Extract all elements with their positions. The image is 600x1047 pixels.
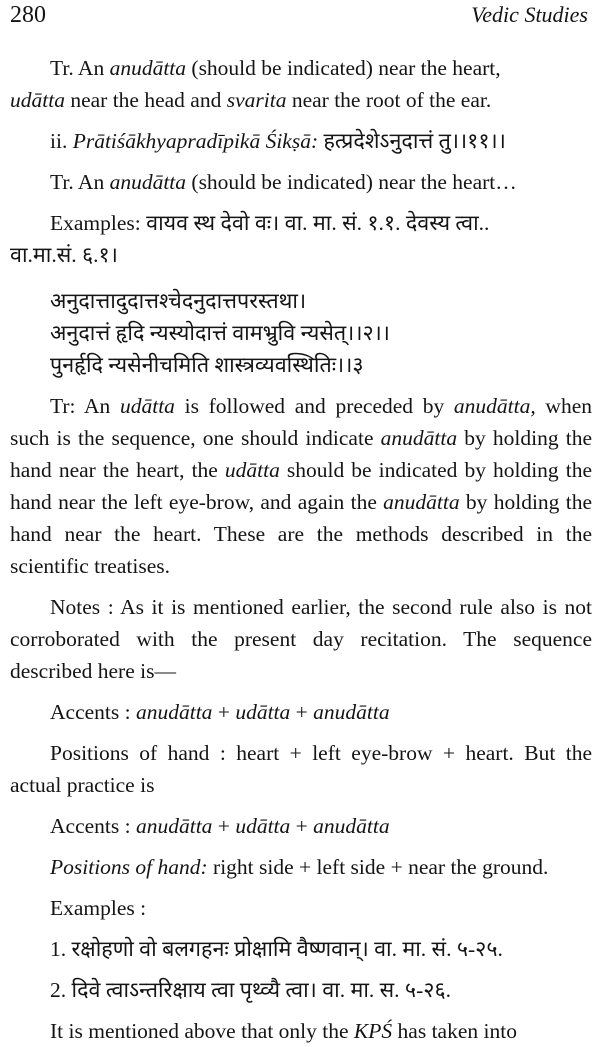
translation-paragraph-2: Tr. An anudātta (should be indicated) near the heart… [50, 170, 517, 194]
example-item-2: 2. दिवे त्वाऽन्तरिक्षाय त्वा पृथ्व्यै त्वा। वा. मा. स. ५-२६. [50, 978, 451, 1002]
positions-paragraph-1: Positions of hand : heart + left eye-brow + heart. But the actual practice is [10, 741, 592, 797]
verse-line: पुनर्हृदि न्यसेनीचमिति शास्त्रव्यवस्थितिः।।३ [50, 353, 364, 377]
verse-line: अनुदात्तं हृदि न्यस्योदात्तं वामभ्रुवि न्यसेत्।।२।। [50, 321, 390, 345]
translation-paragraph-3: Tr: An udātta is followed and preceded by anudātta, when such is the sequence, one should indicate anudātta by holding the hand near the heart, the udātta should be indicated by holding the hand near the left eye-brow, and again the anudātta by holding the hand near the heart. These are the methods described in the scientific treatises. [10, 394, 592, 578]
notes-paragraph: Notes : As it is mentioned earlier, the second rule also is not corroborated with the present day recitation. The sequence described here is— [10, 595, 592, 683]
example-item-1: 1. रक्षोहणो वो बलगहनः प्रोक्षामि वैष्णवान्। वा. मा. सं. ५-२५. [50, 937, 503, 961]
closing-paragraph: It is mentioned above that only the KPŚ has taken into [50, 1019, 517, 1043]
page-header [10, 0, 588, 32]
accents-line-2: Accents : anudātta + udātta + anudātta [50, 814, 390, 838]
examples-heading: Examples : [50, 896, 147, 920]
positions-paragraph-2: Positions of hand: right side + left side + near the ground. [50, 855, 549, 879]
verse-line: अनुदात्तादुदात्तश्चेदनुदात्तपरस्तथा। [50, 289, 307, 313]
accents-line-1: Accents : anudātta + udātta + anudātta [50, 700, 390, 724]
running-title: Vedic Studies [471, 2, 588, 27]
page-body [10, 52, 592, 1047]
source-citation: ii. Prātiśākhyapradīpikā Śikṣā: हत्प्रदेशेऽनुदात्तं तु।।११।। [50, 129, 506, 153]
examples-paragraph: Examples: वायव स्थ देवो वः। वा. मा. सं. १.१. देवस्य त्वा.. वा.मा.सं. ६.१। [10, 211, 490, 267]
translation-paragraph-1: Tr. An anudātta (should be indicated) near the heart, udātta near the head and svarita near the root of the ear. [10, 56, 501, 112]
page-number: 280 [10, 2, 46, 28]
sanskrit-verse [10, 285, 592, 381]
